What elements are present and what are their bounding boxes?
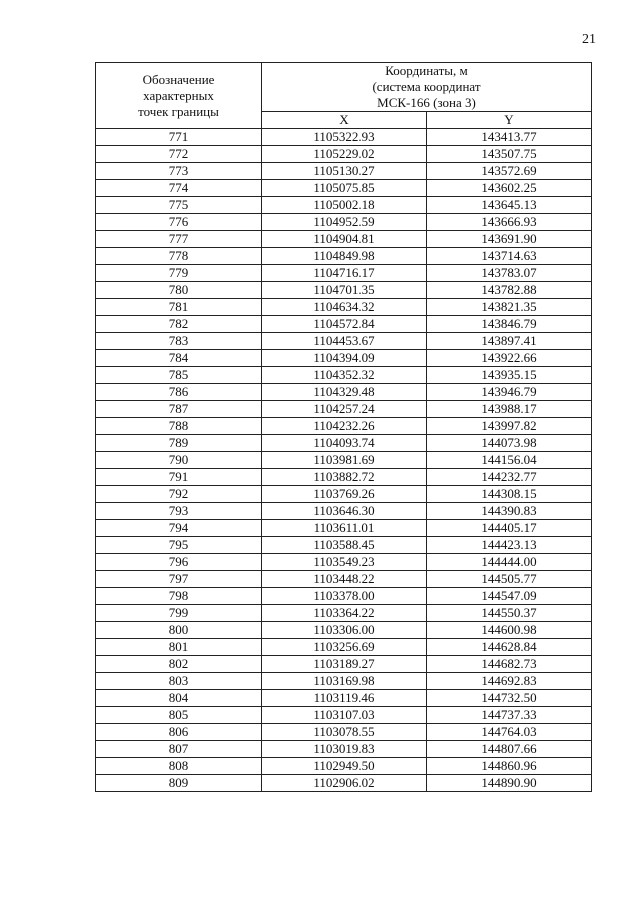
table-row (96, 775, 592, 792)
y-coordinate-cell: 144890.90 (427, 775, 592, 792)
point-cell: 784 (96, 350, 262, 367)
x-coordinate-cell: 1103549.23 (262, 554, 427, 571)
y-coordinate-cell: 143935.15 (427, 367, 592, 384)
y-column-header: Y (427, 112, 592, 129)
y-coordinate-cell: 144444.00 (427, 554, 592, 571)
x-coordinate-cell: 1103646.30 (262, 503, 427, 520)
y-coordinate-cell: 143997.82 (427, 418, 592, 435)
page-number: 21 (582, 32, 596, 47)
x-coordinate-cell: 1103448.22 (262, 571, 427, 588)
coords-header-line: МСК-166 (зона 3) (377, 95, 476, 110)
table-row (96, 656, 592, 673)
x-coordinate-cell: 1103611.01 (262, 520, 427, 537)
point-cell: 777 (96, 231, 262, 248)
table-row (96, 265, 592, 282)
x-coordinate-cell: 1103078.55 (262, 724, 427, 741)
point-cell: 786 (96, 384, 262, 401)
table-row (96, 180, 592, 197)
table-row (96, 588, 592, 605)
x-coordinate-cell: 1105130.27 (262, 163, 427, 180)
x-coordinate-cell: 1104394.09 (262, 350, 427, 367)
y-coordinate-cell: 143602.25 (427, 180, 592, 197)
point-cell: 800 (96, 622, 262, 639)
y-coordinate-cell: 144390.83 (427, 503, 592, 520)
y-coordinate-cell: 144547.09 (427, 588, 592, 605)
point-cell: 793 (96, 503, 262, 520)
point-header-line: Обозначение (142, 71, 215, 87)
y-coordinate-cell: 144550.37 (427, 605, 592, 622)
table-row (96, 129, 592, 146)
table-row (96, 384, 592, 401)
y-coordinate-cell: 143897.41 (427, 333, 592, 350)
point-cell: 806 (96, 724, 262, 741)
table-row (96, 622, 592, 639)
table-row (96, 554, 592, 571)
x-coordinate-cell: 1104352.32 (262, 367, 427, 384)
point-cell: 808 (96, 758, 262, 775)
table-row (96, 163, 592, 180)
coordinates-table (95, 62, 592, 792)
point-header-line: точек границы (138, 103, 219, 119)
point-cell: 778 (96, 248, 262, 265)
x-coordinate-cell: 1105229.02 (262, 146, 427, 163)
y-coordinate-cell: 143846.79 (427, 316, 592, 333)
x-coordinate-cell: 1104701.35 (262, 282, 427, 299)
y-coordinate-cell: 144628.84 (427, 639, 592, 656)
y-coordinate-cell: 144156.04 (427, 452, 592, 469)
table-row (96, 367, 592, 384)
point-cell: 775 (96, 197, 262, 214)
table-row (96, 503, 592, 520)
table-row (96, 316, 592, 333)
point-cell: 790 (96, 452, 262, 469)
point-cell: 798 (96, 588, 262, 605)
point-cell: 804 (96, 690, 262, 707)
table-row (96, 571, 592, 588)
x-coordinate-cell: 1102949.50 (262, 758, 427, 775)
x-coordinate-cell: 1102906.02 (262, 775, 427, 792)
table-row (96, 452, 592, 469)
table-row (96, 231, 592, 248)
table-row (96, 350, 592, 367)
point-cell: 772 (96, 146, 262, 163)
coords-header-line: (система координат (372, 79, 481, 94)
x-coordinate-cell: 1103256.69 (262, 639, 427, 656)
point-cell: 789 (96, 435, 262, 452)
point-cell: 796 (96, 554, 262, 571)
point-cell: 799 (96, 605, 262, 622)
x-coordinate-cell: 1103306.00 (262, 622, 427, 639)
point-cell: 785 (96, 367, 262, 384)
point-cell: 780 (96, 282, 262, 299)
coordinates-header (262, 63, 592, 112)
table-row (96, 146, 592, 163)
table-row (96, 469, 592, 486)
x-coordinate-cell: 1103019.83 (262, 741, 427, 758)
x-coordinate-cell: 1104093.74 (262, 435, 427, 452)
y-coordinate-cell: 143714.63 (427, 248, 592, 265)
x-coordinate-cell: 1104904.81 (262, 231, 427, 248)
point-cell: 787 (96, 401, 262, 418)
point-cell: 794 (96, 520, 262, 537)
point-cell: 773 (96, 163, 262, 180)
x-coordinate-cell: 1103107.03 (262, 707, 427, 724)
point-cell: 783 (96, 333, 262, 350)
point-cell: 795 (96, 537, 262, 554)
x-coordinate-cell: 1103119.46 (262, 690, 427, 707)
table-row (96, 605, 592, 622)
y-coordinate-cell: 144232.77 (427, 469, 592, 486)
x-coordinate-cell: 1105002.18 (262, 197, 427, 214)
y-coordinate-cell: 144505.77 (427, 571, 592, 588)
point-cell: 774 (96, 180, 262, 197)
y-coordinate-cell: 143507.75 (427, 146, 592, 163)
y-coordinate-cell: 144405.17 (427, 520, 592, 537)
y-coordinate-cell: 143666.93 (427, 214, 592, 231)
y-coordinate-cell: 144737.33 (427, 707, 592, 724)
x-coordinate-cell: 1103882.72 (262, 469, 427, 486)
table-row (96, 537, 592, 554)
point-cell: 797 (96, 571, 262, 588)
y-coordinate-cell: 143821.35 (427, 299, 592, 316)
table-row (96, 758, 592, 775)
point-cell: 802 (96, 656, 262, 673)
y-coordinate-cell: 144807.66 (427, 741, 592, 758)
table-row (96, 639, 592, 656)
y-coordinate-cell: 143691.90 (427, 231, 592, 248)
y-coordinate-cell: 143988.17 (427, 401, 592, 418)
x-coordinate-cell: 1104952.59 (262, 214, 427, 231)
table-row (96, 486, 592, 503)
point-cell: 792 (96, 486, 262, 503)
table-row (96, 520, 592, 537)
y-coordinate-cell: 143782.88 (427, 282, 592, 299)
x-coordinate-cell: 1103769.26 (262, 486, 427, 503)
table-row (96, 248, 592, 265)
y-coordinate-cell: 143946.79 (427, 384, 592, 401)
x-coordinate-cell: 1104634.32 (262, 299, 427, 316)
point-cell: 807 (96, 741, 262, 758)
point-cell: 803 (96, 673, 262, 690)
point-cell: 805 (96, 707, 262, 724)
x-coordinate-cell: 1103189.27 (262, 656, 427, 673)
x-column-header: X (262, 112, 427, 129)
y-coordinate-cell: 144308.15 (427, 486, 592, 503)
y-coordinate-cell: 144600.98 (427, 622, 592, 639)
x-coordinate-cell: 1104716.17 (262, 265, 427, 282)
y-coordinate-cell: 144732.50 (427, 690, 592, 707)
y-coordinate-cell: 144764.03 (427, 724, 592, 741)
table-row (96, 435, 592, 452)
table-row (96, 197, 592, 214)
table-row (96, 214, 592, 231)
point-cell: 801 (96, 639, 262, 656)
y-coordinate-cell: 143645.13 (427, 197, 592, 214)
x-coordinate-cell: 1104453.67 (262, 333, 427, 350)
x-coordinate-cell: 1104232.26 (262, 418, 427, 435)
y-coordinate-cell: 143922.66 (427, 350, 592, 367)
table-row (96, 282, 592, 299)
y-coordinate-cell: 143413.77 (427, 129, 592, 146)
table-row (96, 299, 592, 316)
y-coordinate-cell: 143783.07 (427, 265, 592, 282)
y-coordinate-cell: 144682.73 (427, 656, 592, 673)
table-row (96, 724, 592, 741)
y-coordinate-cell: 144073.98 (427, 435, 592, 452)
point-cell: 771 (96, 129, 262, 146)
x-coordinate-cell: 1104572.84 (262, 316, 427, 333)
table-row (96, 741, 592, 758)
point-cell: 776 (96, 214, 262, 231)
x-coordinate-cell: 1103378.00 (262, 588, 427, 605)
x-coordinate-cell: 1104257.24 (262, 401, 427, 418)
point-header-line: характерных (143, 87, 214, 103)
y-coordinate-cell: 144692.83 (427, 673, 592, 690)
coords-header-line: Координаты, м (385, 63, 468, 78)
point-cell: 779 (96, 265, 262, 282)
table-row (96, 707, 592, 724)
y-coordinate-cell: 144423.13 (427, 537, 592, 554)
point-cell: 809 (96, 775, 262, 792)
point-cell: 782 (96, 316, 262, 333)
x-coordinate-cell: 1104849.98 (262, 248, 427, 265)
y-coordinate-cell: 143572.69 (427, 163, 592, 180)
table-row (96, 401, 592, 418)
point-cell: 791 (96, 469, 262, 486)
x-coordinate-cell: 1103364.22 (262, 605, 427, 622)
point-cell: 788 (96, 418, 262, 435)
x-coordinate-cell: 1105322.93 (262, 129, 427, 146)
x-coordinate-cell: 1103169.98 (262, 673, 427, 690)
x-coordinate-cell: 1105075.85 (262, 180, 427, 197)
table-row (96, 418, 592, 435)
x-coordinate-cell: 1103588.45 (262, 537, 427, 554)
coordinates-table-body (96, 129, 592, 792)
y-coordinate-cell: 144860.96 (427, 758, 592, 775)
table-row (96, 333, 592, 350)
x-coordinate-cell: 1103981.69 (262, 452, 427, 469)
point-designation-header (96, 63, 262, 129)
table-row (96, 690, 592, 707)
table-row (96, 673, 592, 690)
x-coordinate-cell: 1104329.48 (262, 384, 427, 401)
point-cell: 781 (96, 299, 262, 316)
